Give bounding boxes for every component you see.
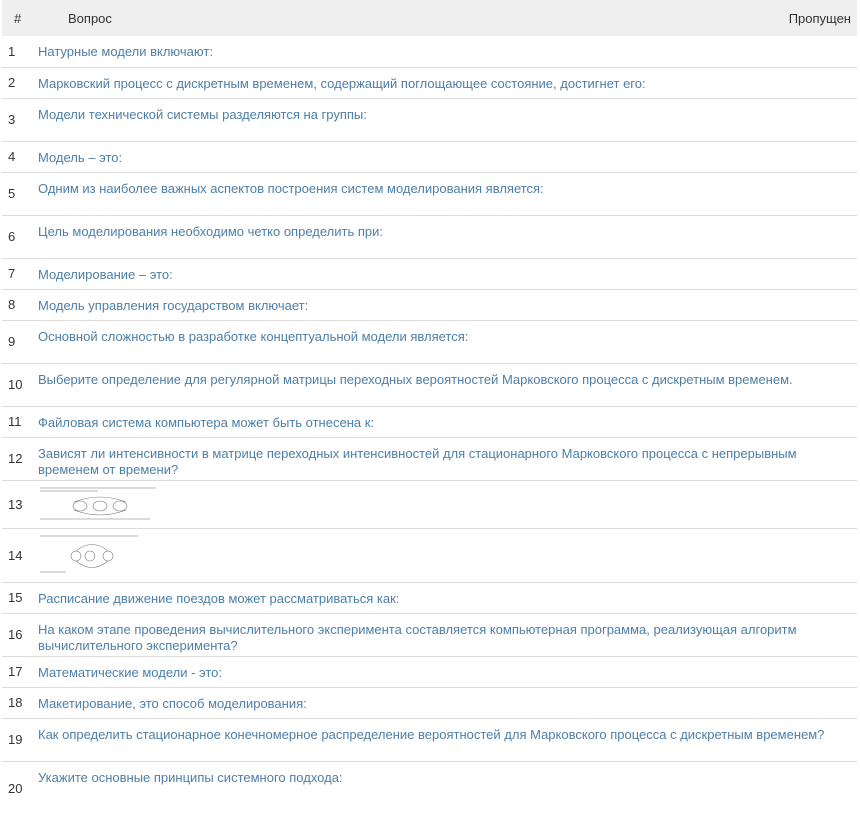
question-cell (32, 67, 857, 98)
table-row (2, 215, 857, 258)
question-link[interactable]: Зависят ли интенсивности в матрице переходных интенсивностей для стационарного Марковского процесса с непрерывным временем от времени? (38, 445, 797, 477)
question-cell (32, 406, 857, 437)
question-cell (32, 289, 857, 320)
row-number: 15 (2, 582, 32, 613)
question-cell (32, 761, 857, 815)
question-cell (32, 687, 857, 718)
question-cell (32, 718, 857, 761)
row-number: 12 (2, 437, 32, 480)
question-cell (32, 437, 857, 480)
question-cell (32, 613, 857, 656)
row-number: 14 (2, 528, 32, 582)
question-link[interactable]: Модели технической системы разделяются на группы: (38, 106, 367, 122)
row-number: 16 (2, 613, 32, 656)
question-link[interactable]: Выберите определение для регулярной матрицы переходных вероятностей Марковского процесса с дискретным временем. (38, 371, 793, 387)
table-row (2, 437, 857, 480)
question-cell (32, 656, 857, 687)
question-link[interactable]: Макетирование, это способ моделирования: (38, 695, 307, 711)
question-link[interactable]: Модель управления государством включает: (38, 297, 309, 313)
row-number: 19 (2, 718, 32, 761)
question-cell (32, 582, 857, 613)
question-image[interactable] (38, 486, 168, 524)
question-link[interactable]: На каком этапе проведения вычислительного эксперимента составляется компьютерная программа, реализующая алгоритм вычислительного эксперимента? (38, 621, 797, 653)
question-link[interactable]: Файловая система компьютера может быть отнесена к: (38, 414, 375, 430)
question-cell (32, 98, 857, 141)
question-cell (32, 528, 857, 582)
question-link[interactable]: Основной сложностью в разработке концептуальной модели является: (38, 328, 469, 344)
row-number: 7 (2, 258, 32, 289)
question-link[interactable]: Моделирование – это: (38, 266, 173, 282)
table-row (2, 718, 857, 761)
table-row (2, 480, 857, 528)
row-number: 10 (2, 363, 32, 406)
question-cell (32, 320, 857, 363)
question-link[interactable]: Расписание движение поездов может рассматриваться как: (38, 590, 400, 606)
table-row (2, 613, 857, 656)
table-row (2, 36, 857, 67)
table-row (2, 363, 857, 406)
question-cell (32, 258, 857, 289)
table-row (2, 582, 857, 613)
row-number: 18 (2, 687, 32, 718)
table-row (2, 98, 857, 141)
row-number: 11 (2, 406, 32, 437)
row-number: 5 (2, 172, 32, 215)
question-cell (32, 363, 857, 406)
row-number: 9 (2, 320, 32, 363)
table-row (2, 67, 857, 98)
table-row (2, 320, 857, 363)
header-question: Вопрос (68, 10, 112, 26)
row-number: 8 (2, 289, 32, 320)
row-number: 17 (2, 656, 32, 687)
question-cell (32, 141, 857, 172)
row-number: 20 (8, 780, 23, 796)
table-row (2, 289, 857, 320)
question-cell (32, 36, 857, 67)
question-link[interactable]: Модель – это: (38, 149, 123, 165)
table-row (2, 141, 857, 172)
table-row (2, 406, 857, 437)
question-image[interactable] (38, 534, 168, 578)
questions-table (2, 0, 857, 815)
question-cell (32, 172, 857, 215)
table-row (2, 528, 857, 582)
question-cell (32, 215, 857, 258)
table-row (2, 687, 857, 718)
table-row (2, 258, 857, 289)
question-link[interactable]: Одним из наиболее важных аспектов построения систем моделирования является: (38, 180, 544, 196)
row-number: 1 (2, 36, 32, 67)
row-number: 3 (2, 98, 32, 141)
header-number: # (14, 10, 22, 26)
question-link[interactable]: Математические модели - это: (38, 664, 223, 680)
question-link[interactable]: Марковский процесс с дискретным временем, содержащий поглощающее состояние, достигнет его: (38, 75, 646, 91)
question-link[interactable]: Как определить стационарное конечномерное распределение вероятностей для Марковского процесса с дискретным временем? (38, 726, 825, 742)
row-number: 6 (2, 215, 32, 258)
row-number: 13 (2, 480, 32, 528)
question-link[interactable]: Натурные модели включают: (38, 44, 213, 59)
question-cell (32, 480, 857, 528)
row-number: 4 (2, 141, 32, 172)
header-skipped: Пропущен (788, 10, 851, 26)
question-link[interactable]: Цель моделирования необходимо четко определить при: (38, 223, 383, 239)
table-row (2, 761, 857, 815)
row-number: 2 (2, 67, 32, 98)
question-link[interactable]: Укажите основные принципы системного подхода: (38, 769, 343, 785)
table-header-row (2, 0, 857, 36)
table-row (2, 656, 857, 687)
table-row (2, 172, 857, 215)
